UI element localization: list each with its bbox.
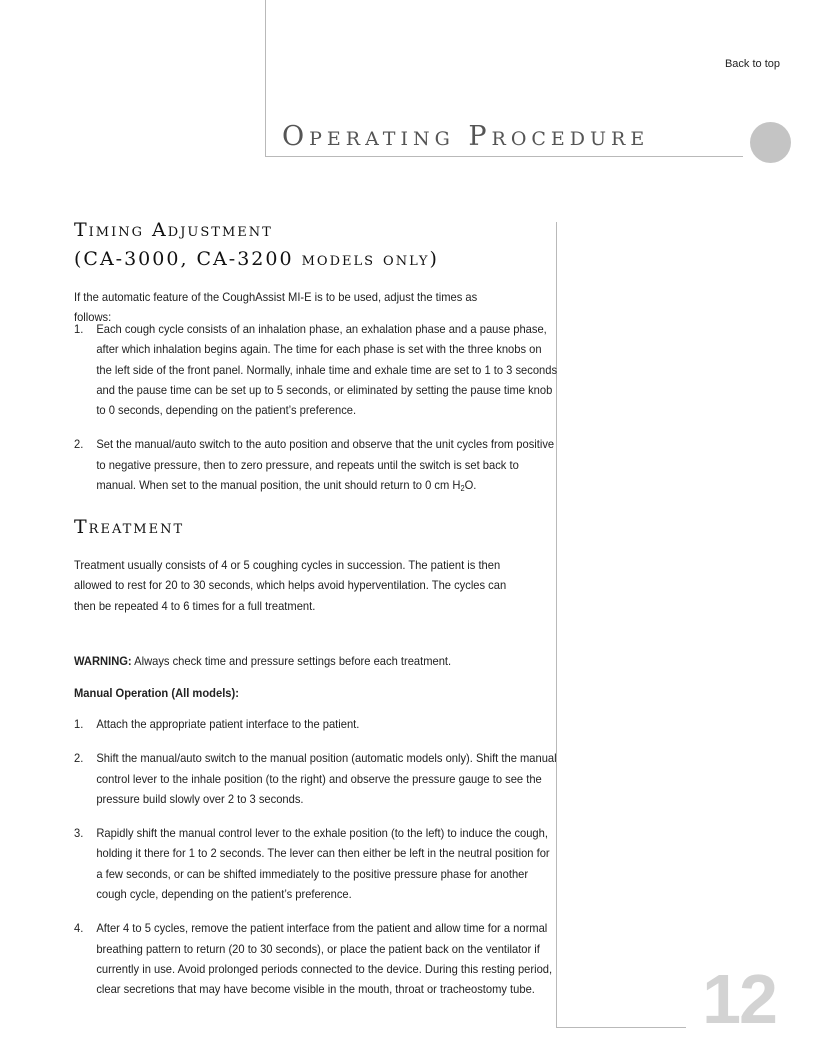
timing-steps-list xyxy=(74,319,558,495)
list-item xyxy=(74,434,558,495)
list-item-text: Set the manual/auto switch to the auto position and observe that the unit cycles from positive to negative pressure, then to zero pressure, and repeats until the switch is set back to manual. When set to the manual position, the unit should return to 0 cm H xyxy=(96,437,555,493)
list-item xyxy=(74,714,558,734)
list-item-number: 3. xyxy=(74,826,84,841)
list-item-number: 2. xyxy=(74,437,84,452)
list-item-text: Each cough cycle consists of an inhalation phase, an exhalation phase and a pause phase, after which inhalation begins again. The time for each phase is set with the three knobs on the left side of the front panel. Normally, inhale time and exhale time are set to 1 to 3 seconds and the pause time can be set up to 5 seconds, or eliminated by setting the pause time knob to 0 seconds, depending on the patient’s preference. xyxy=(96,322,558,418)
list-item xyxy=(74,823,558,904)
top-vertical-rule xyxy=(265,0,266,157)
list-item-text: Rapidly shift the manual control lever to the exhale position (to the left) to induce the cough, holding it there for 1 to 2 seconds. The lever can then either be left in the neutral position for a few seconds, or can be shifted immediately to the positive pressure phase for another cough cycle, depending on the patient’s preference. xyxy=(96,826,550,902)
list-item-text: Shift the manual/auto switch to the manual position (automatic models only). Shift the manual control lever to the inhale position (to the right) and observe the pressure gauge to see the pressure build slowly over 2 to 3 seconds. xyxy=(96,751,557,806)
list-item-text: Attach the appropriate patient interface to the patient. xyxy=(96,717,360,731)
manual-steps-list xyxy=(74,714,557,1000)
page-number: 12 xyxy=(702,960,776,1038)
list-item xyxy=(74,748,558,809)
warning-text: Always check time and pressure settings before each treatment. xyxy=(131,654,452,668)
list-item-text: After 4 to 5 cycles, remove the patient interface from the patient and allow time for a normal breathing pattern to return (20 to 30 seconds), or place the patient back on the ventilator if currently in use. Avoid prolonged periods connected to the device. During this resting period, clear secretions that may have become visible in the mouth, throat or tracheostomy tube. xyxy=(96,921,553,997)
warning-label: WARNING: xyxy=(74,654,132,668)
warning-note xyxy=(74,651,511,671)
list-item-number: 1. xyxy=(74,322,84,336)
heading-circle-ornament xyxy=(750,122,791,163)
list-item xyxy=(74,918,558,999)
treatment-title: Treatment xyxy=(74,516,185,538)
heading-underline-rule xyxy=(265,156,743,157)
page-heading: Operating Procedure xyxy=(282,121,650,152)
back-to-top-link[interactable]: Back to top xyxy=(724,58,780,70)
timing-adjustment-title: Timing Adjustment xyxy=(74,219,273,241)
bottom-rule xyxy=(556,1027,686,1028)
timing-adjustment-subtitle: (CA-3000, CA-3200 models only) xyxy=(74,248,439,270)
treatment-intro: Treatment usually consists of 4 or 5 coughing cycles in succession. The patient is then allowed to rest for 20 to 30 seconds, which helps avoid hyperventilation. The cycles can then be repeated 4 to 6 times for a full treatment. xyxy=(74,558,507,613)
list-item-text-end: O. xyxy=(464,478,477,493)
list-item-number: 2. xyxy=(74,751,84,766)
manual-operation-heading: Manual Operation (All models): xyxy=(74,686,239,700)
subscript: 2 xyxy=(460,484,465,494)
list-item xyxy=(74,319,558,420)
list-item-number: 1. xyxy=(74,717,84,731)
timing-intro: If the automatic feature of the CoughAssist MI-E is to be used, adjust the times as follows: xyxy=(74,290,478,325)
list-item-number: 4. xyxy=(74,921,84,936)
